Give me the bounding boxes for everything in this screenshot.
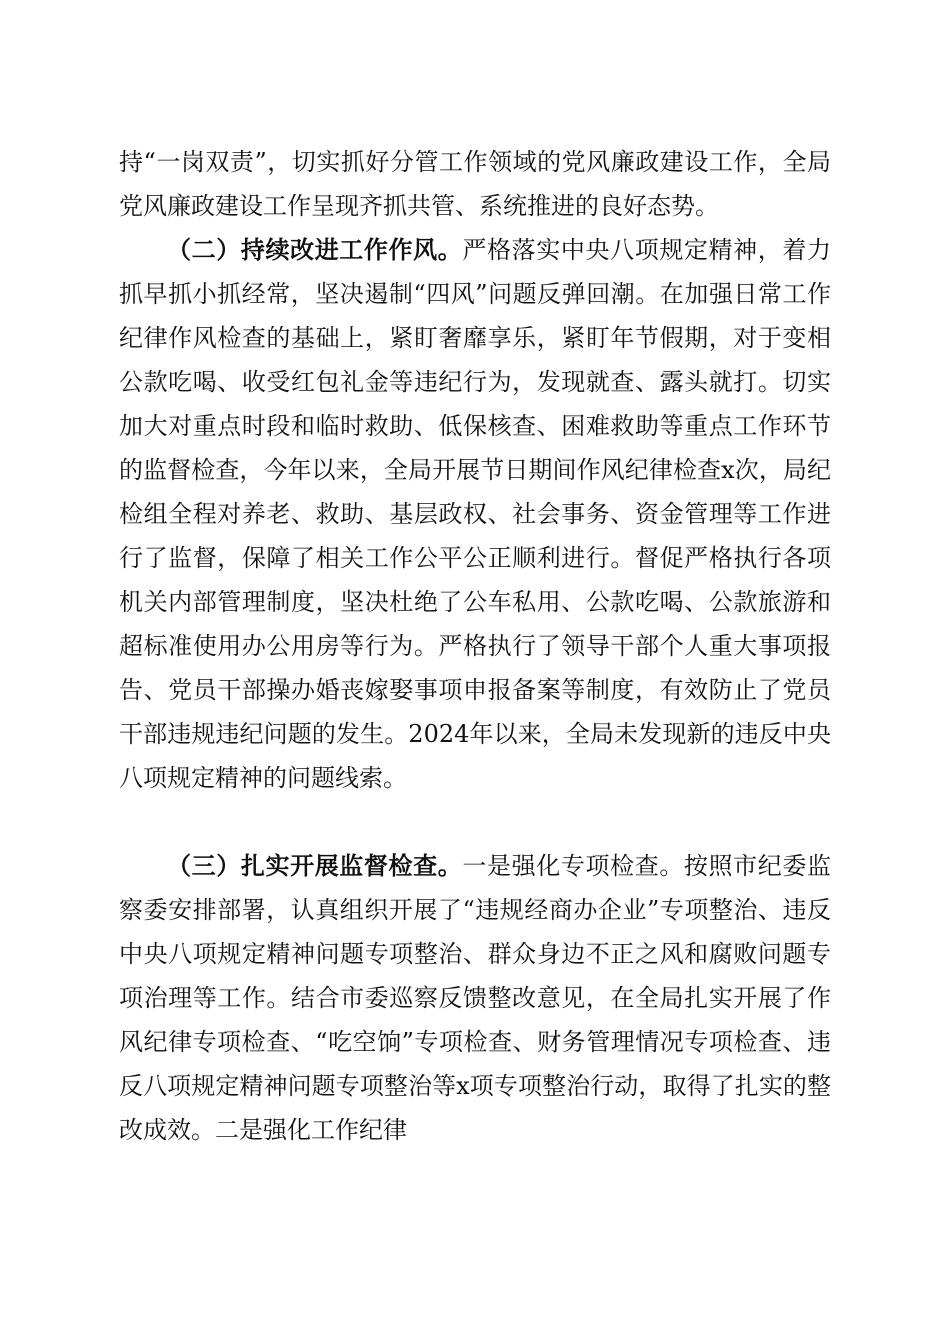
paragraph-continuation	[119, 140, 831, 228]
paragraph-work-style	[119, 228, 831, 800]
paragraph-text: 持“一岗双责”，切实抓好分管工作领域的党风廉政建设工作，全局党风廉政建设工作呈现齐抓共管、系统推进的良好态势。	[119, 148, 831, 220]
section-heading-supervision: （三）扎实开展监督检查。	[167, 851, 463, 880]
paragraph-supervision	[119, 844, 831, 1152]
section-heading-work-style: （二）持续改进工作作风。	[167, 235, 463, 264]
paragraph-text: 严格落实中央八项规定精神，着力抓早抓小抓经常，坚决遏制“四风”问题反弹回潮。在加强日常工作纪律作风检查的基础上，紧盯奢靡享乐，紧盯年节假期，对于变相公款吃喝、收受红包礼金等违纪行为，发现就查、露头就打。切实加大对重点时段和临时救助、低保核查、困难救助等重点工作环节的监督检查，今年以来，全局开展节日期间作风纪律检查x次，局纪检组全程对养老、救助、基层政权、社会事务、资金管理等工作进行了监督，保障了相关工作公平公正顺利进行。督促严格执行各项机关内部管理制度，坚决杜绝了公车私用、公款吃喝、公款旅游和超标准使用办公用房等行为。严格执行了领导干部个人重大事项报告、党员干部操办婚丧嫁娶事项申报备案等制度，有效防止了党员干部违规违纪问题的发生。2024年以来，全局未发现新的违反中央八项规定精神的问题线索。	[119, 236, 832, 792]
paragraph-text: 一是强化专项检查。按照市纪委监察委安排部署，认真组织开展了“违规经商办企业”专项整治、违反中央八项规定精神问题专项整治、群众身边不正之风和腐败问题专项治理等工作。结合市委巡察反馈整改意见，在全局扎实开展了作风纪律专项检查、“吃空饷”专项检查、财务管理情况专项检查、违反八项规定精神问题专项整治等x项专项整治行动，取得了扎实的整改成效。二是强化工作纪律	[119, 852, 832, 1144]
